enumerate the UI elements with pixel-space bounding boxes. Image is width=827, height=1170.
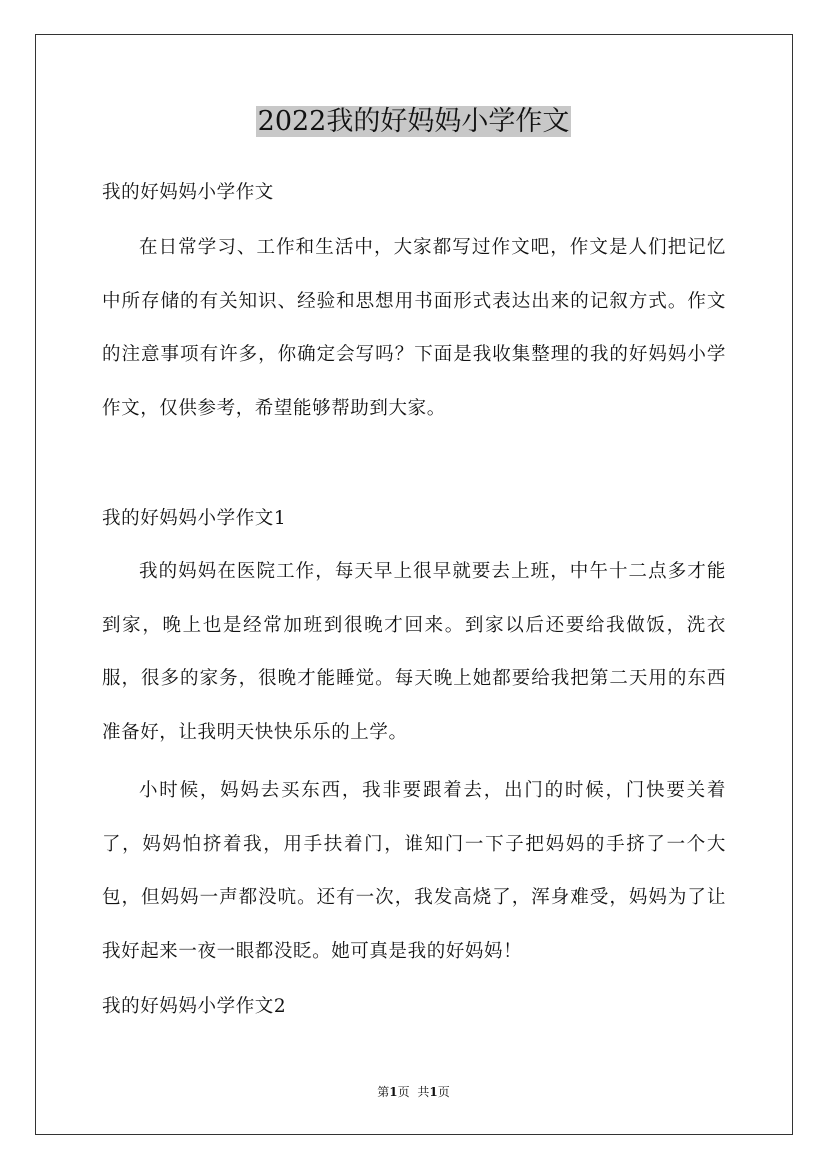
footer-total-suffix: 页 bbox=[437, 1085, 450, 1099]
footer-total-pages: 1 bbox=[429, 1085, 438, 1099]
page-footer bbox=[0, 1084, 827, 1100]
intro-heading: 我的好妈妈小学作文 bbox=[102, 182, 274, 203]
intro-paragraph: 在日常学习、工作和生活中，大家都写过作文吧，作文是人们把记忆中所存储的有关知识、经验和思想用书面形式表达出来的记叙方式。作文的注意事项有许多，你确定会写吗？下面是我收集整理的我的好妈妈小学作文，仅供参考，希望能够帮助到大家。 bbox=[102, 237, 726, 419]
footer-page-number: 1 bbox=[389, 1085, 398, 1099]
document-title bbox=[0, 102, 827, 142]
section-heading-1: 我的好妈妈小学作文1 bbox=[102, 508, 287, 529]
section-1-paragraph-1: 我的妈妈在医院工作，每天早上很早就要去上班，中午十二点多才能到家，晚上也是经常加班到很晚才回来。到家以后还要给我做饭，洗衣服，很多的家务，很晚才能睡觉。每天晚上她都要给我把第二天用的东西准备好，让我明天快快乐乐的上学。 bbox=[102, 561, 726, 743]
footer-page-prefix: 第 bbox=[377, 1085, 390, 1099]
footer-total-prefix: 共 bbox=[417, 1085, 430, 1099]
section-heading-2: 我的好妈妈小学作文2 bbox=[102, 996, 287, 1017]
section-1-paragraph-2: 小时候，妈妈去买东西，我非要跟着去，出门的时候，门快要关着了，妈妈怕挤着我，用手扶着门，谁知门一下子把妈妈的手挤了一个大包，但妈妈一声都没吭。还有一次，我发高烧了，浑身难受，妈妈为了让我好起来一夜一眼都没眨。她可真是我的好妈妈！ bbox=[102, 780, 726, 962]
footer-page-suffix: 页 bbox=[397, 1085, 410, 1099]
document-title-text: 2022我的好妈妈小学作文 bbox=[257, 106, 570, 137]
